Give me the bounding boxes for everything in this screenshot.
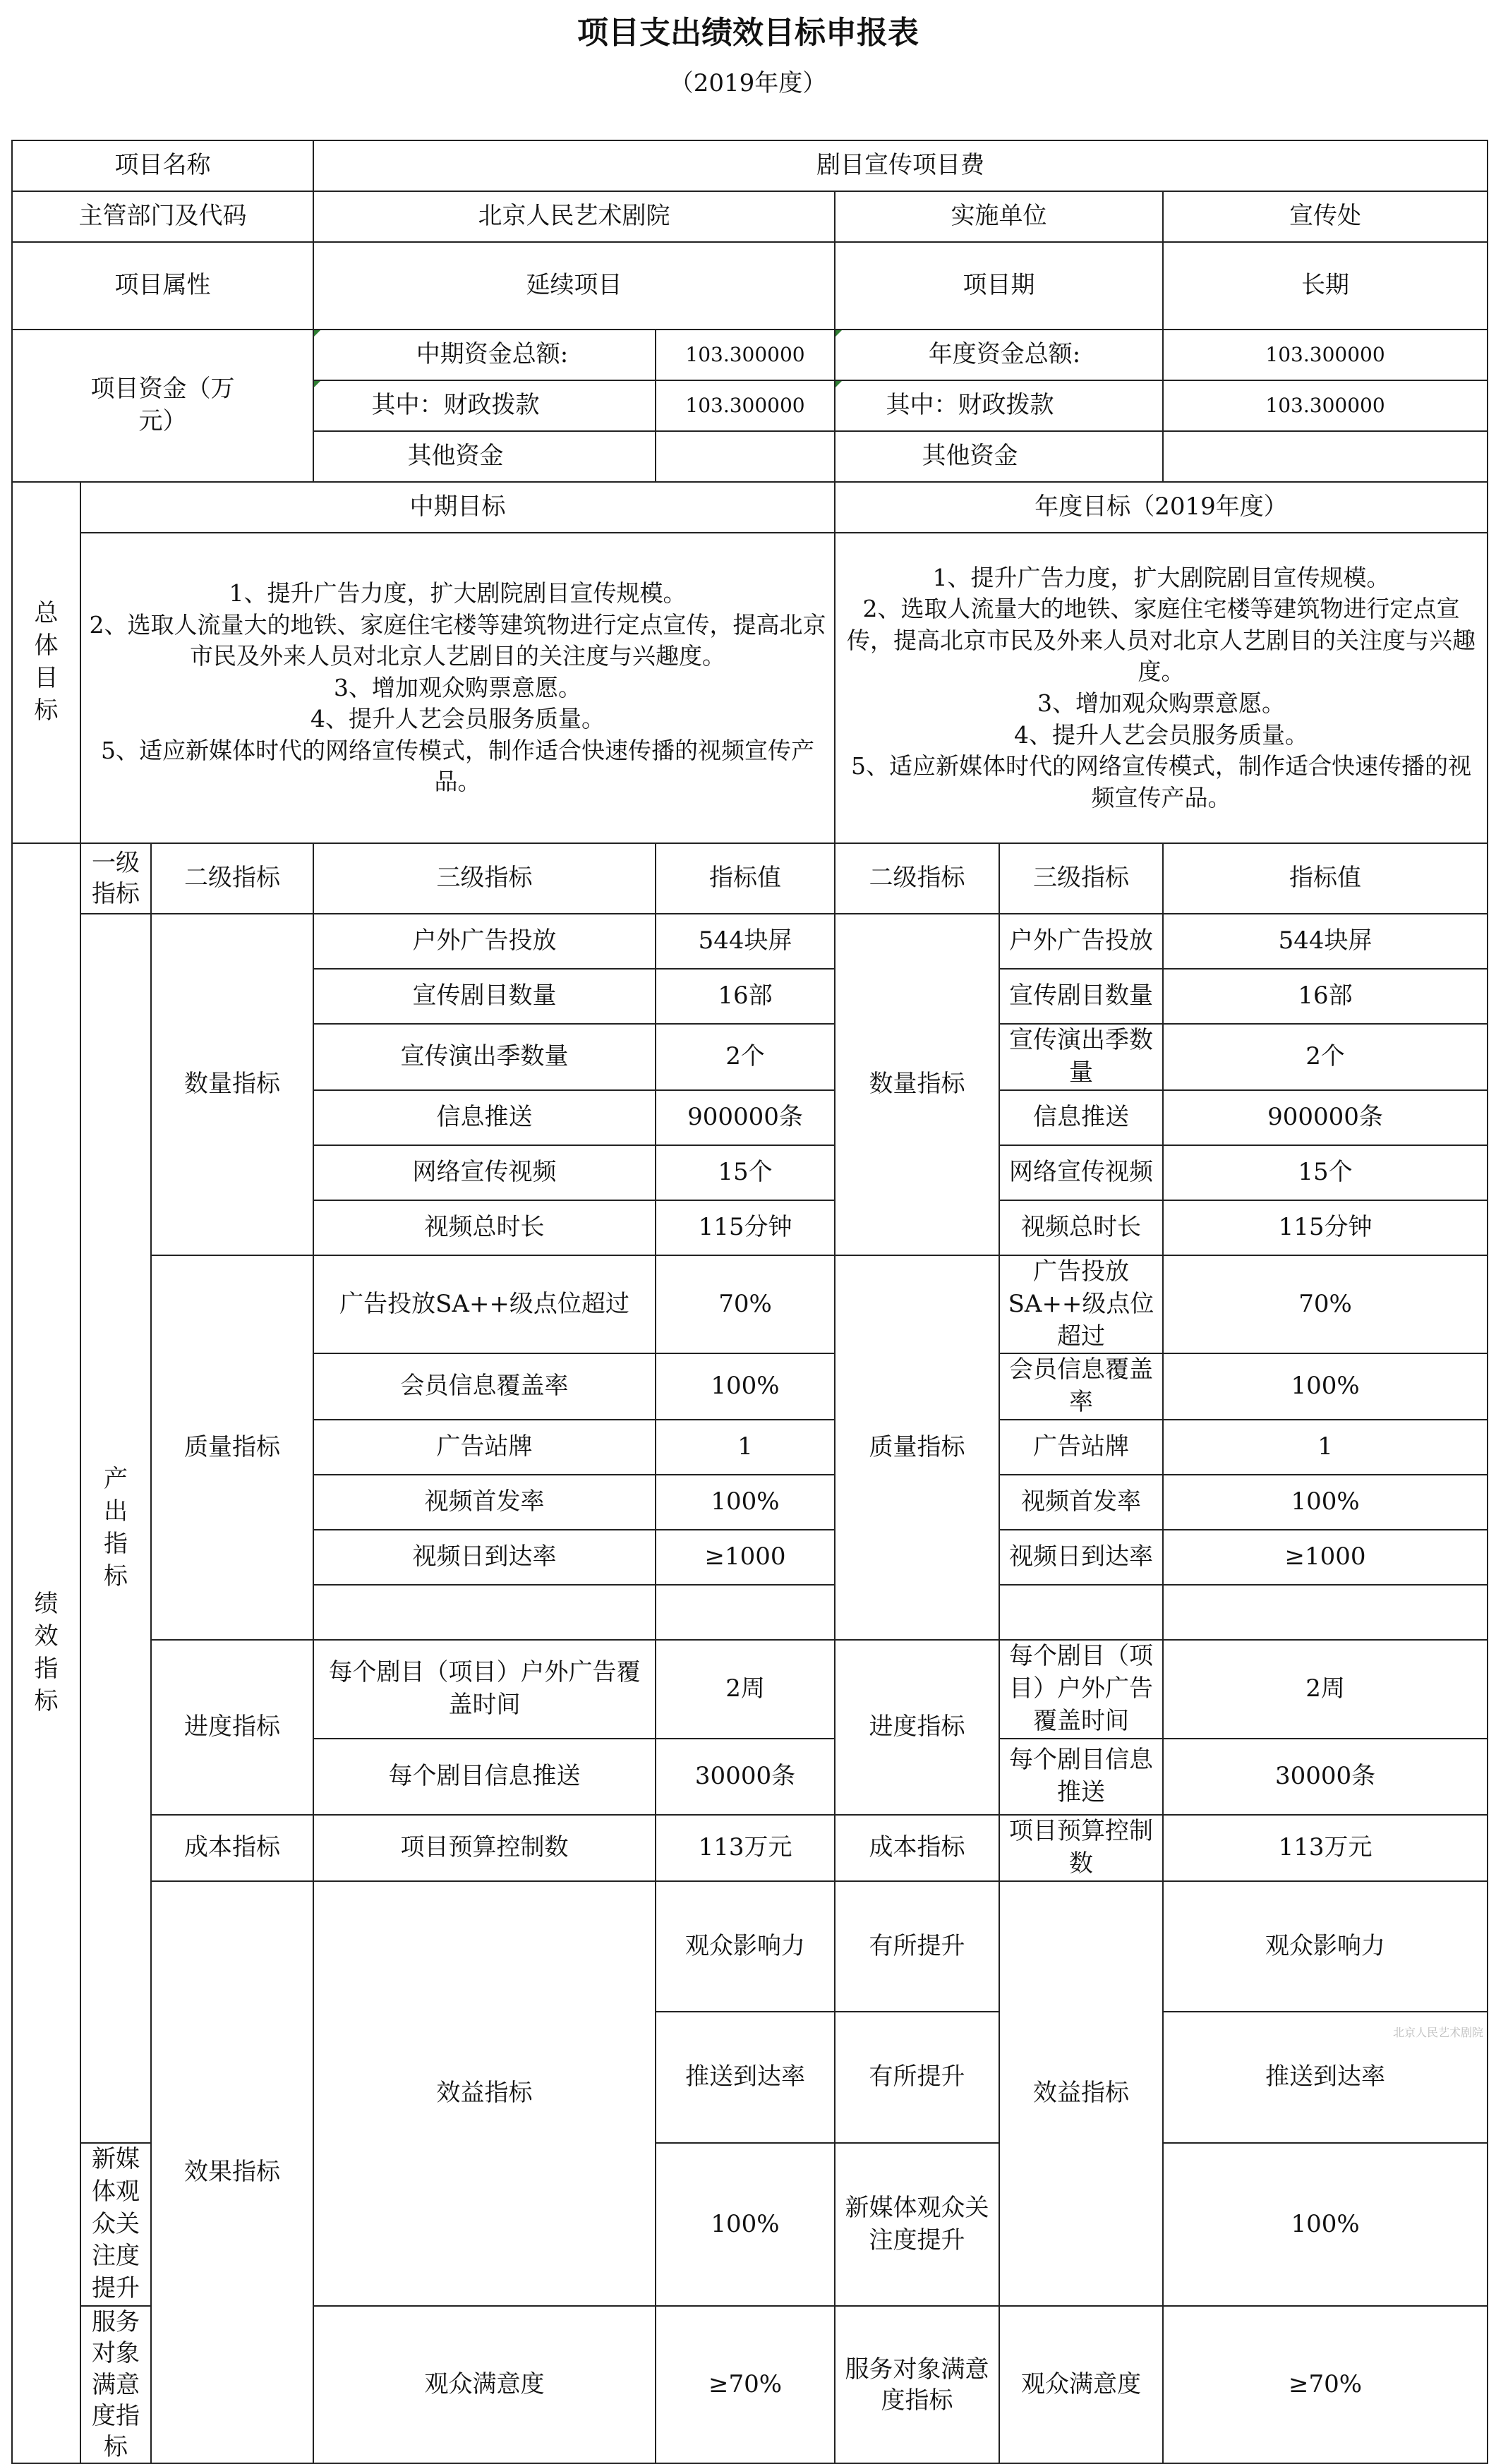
output-label: 产出指标 (80, 914, 151, 2143)
annual-goal-item: 2、选取人流量大的地铁、家庭住宅楼等建筑物进行定点宣传，提高北京市民及外来人员对北京人艺剧目的关注度与兴趣度。 (847, 595, 1476, 686)
indicator-value: 30000条 (656, 1739, 835, 1815)
indicator-value: 有所提升 (835, 1881, 999, 2012)
level2-header: 二级指标 (835, 843, 999, 914)
indicator-name: 户外广告投放 (313, 914, 656, 969)
indicator-name: 广告站牌 (999, 1420, 1163, 1475)
mid-other-label: 其他资金 (313, 431, 656, 482)
mid-goal-item: 2、选取人流量大的地铁、家庭住宅楼等建筑物进行定点宣传，提高北京市民及外来人员对北京人艺剧目的关注度与兴趣度。 (89, 610, 826, 670)
annual-goal-item: 1、提升广告力度，扩大剧院剧目宣传规模。 (932, 563, 1390, 591)
indicator-name: 户外广告投放 (999, 914, 1163, 969)
indicator-name: 信息推送 (313, 1090, 656, 1145)
annual-goal-header: 年度目标（2019年度） (835, 482, 1488, 533)
satisfaction-label: 服务对象满意度指标 (835, 2306, 999, 2463)
indicator-value: 100% (656, 1475, 835, 1530)
indicator-name: 每个剧目信息推送 (313, 1739, 656, 1815)
progress-label: 进度指标 (835, 1640, 999, 1815)
indicator-name: 观众满意度 (313, 2306, 656, 2463)
indicator-name: 宣传演出季数量 (999, 1024, 1163, 1090)
indicator-value: 2个 (1163, 1024, 1488, 1090)
indicator-value: 15个 (656, 1145, 835, 1200)
indicator-value: 100% (1163, 1475, 1488, 1530)
indicator-value: 900000条 (656, 1090, 835, 1145)
mid-goal-item: 5、适应新媒体时代的网络宣传模式，制作适合快速传播的视频宣传产品。 (101, 736, 814, 796)
value-header: 指标值 (1163, 843, 1488, 914)
level2-header: 二级指标 (151, 843, 313, 914)
impl-label: 实施单位 (835, 191, 1163, 242)
annual-goal-text (835, 533, 1488, 843)
indicator-name: 视频总时长 (999, 1200, 1163, 1255)
impl-value: 宣传处 (1163, 191, 1488, 242)
goals-label: 总体目标 (12, 482, 80, 843)
cost-label: 成本指标 (151, 1815, 313, 1881)
indicator-name: 观众影响力 (1163, 1881, 1488, 2012)
indicator-value: 113万元 (656, 1815, 835, 1881)
watermark: 北京人民艺术剧院 (1392, 2026, 1483, 2039)
mid-other-value (656, 431, 835, 482)
level3-header: 三级指标 (999, 843, 1163, 914)
indicator-name: 新媒体观众关注度提升 (80, 2143, 151, 2306)
indicator-name: 推送到达率 (656, 2012, 835, 2143)
indicator-name: 新媒体观众关注度提升 (835, 2143, 999, 2306)
benefit-label: 效益指标 (313, 1881, 656, 2307)
mid-total-label: 中期资金总额: (313, 330, 656, 380)
level1-header: 一级指标 (80, 843, 151, 914)
page-subtitle: （2019年度） (669, 69, 827, 97)
indicator-name: 广告投放SA++级点位超过 (313, 1255, 656, 1354)
indicator-value: 115分钟 (656, 1200, 835, 1255)
indicator-value: 900000条 (1163, 1090, 1488, 1145)
progress-label: 进度指标 (151, 1640, 313, 1815)
indicator-name: 宣传剧目数量 (999, 969, 1163, 1024)
fund-label: 项目资金（万元） (12, 330, 313, 482)
indicator-name: 每个剧目（项目）户外广告覆盖时间 (999, 1640, 1163, 1739)
annual-goal-item: 4、提升人艺会员服务质量。 (1014, 720, 1309, 749)
indicator-name: 视频总时长 (313, 1200, 656, 1255)
indicator-value: 30000条 (1163, 1739, 1488, 1815)
mid-fiscal-label: 其中：财政拨款 (313, 380, 656, 431)
indicator-name: 视频日到达率 (999, 1530, 1163, 1585)
value-header: 指标值 (656, 843, 835, 914)
indicator-value: 1 (656, 1420, 835, 1475)
attr-label: 项目属性 (12, 242, 313, 330)
benefit-label: 效益指标 (999, 1881, 1163, 2307)
project-name: 剧目宣传项目费 (313, 140, 1488, 191)
annual-goal-item: 3、增加观众购票意愿。 (1037, 689, 1286, 717)
indicator-value: 113万元 (1163, 1815, 1488, 1881)
mid-fiscal-value: 103.300000 (656, 380, 835, 431)
quality-label: 质量指标 (151, 1255, 313, 1640)
attr-value: 延续项目 (313, 242, 835, 330)
indicator-value: 2周 (656, 1640, 835, 1739)
indicator-name: 观众影响力 (656, 1881, 835, 2012)
period-value: 长期 (1163, 242, 1488, 330)
dept-value: 北京人民艺术剧院 (313, 191, 835, 242)
indicator-value: 100% (1163, 2143, 1488, 2306)
indicator-value: 544块屏 (1163, 914, 1488, 969)
page-title: 项目支出绩效目标申报表 (577, 15, 919, 51)
annual-other-value (1163, 431, 1488, 482)
level3-header: 三级指标 (313, 843, 656, 914)
indicator-value: 100% (656, 2143, 835, 2306)
project-name-label: 项目名称 (12, 140, 313, 191)
indicator-value (1163, 1585, 1488, 1640)
indicator-name: 观众满意度 (999, 2306, 1163, 2463)
indicator-name: 宣传剧目数量 (313, 969, 656, 1024)
performance-table (11, 140, 1488, 2464)
indicator-name: 视频日到达率 (313, 1530, 656, 1585)
indicator-name: 会员信息覆盖率 (313, 1353, 656, 1420)
quantity-label: 数量指标 (151, 914, 313, 1255)
indicator-value: ≥1000 (1163, 1530, 1488, 1585)
indicator-name: 网络宣传视频 (313, 1145, 656, 1200)
satisfaction-label: 服务对象满意度指标 (80, 2306, 151, 2463)
indicator-value: 2个 (656, 1024, 835, 1090)
indicator-name: 视频首发率 (313, 1475, 656, 1530)
indicator-value: 115分钟 (1163, 1200, 1488, 1255)
indicator-value: 70% (1163, 1255, 1488, 1354)
indicator-name: 广告站牌 (313, 1420, 656, 1475)
indicator-value: 100% (1163, 1353, 1488, 1420)
cost-label: 成本指标 (835, 1815, 999, 1881)
indicator-value: 16部 (1163, 969, 1488, 1024)
indicator-name: 信息推送 (999, 1090, 1163, 1145)
annual-goal-item: 5、适应新媒体时代的网络宣传模式，制作适合快速传播的视频宣传产品。 (851, 752, 1472, 811)
indicator-value (656, 1585, 835, 1640)
annual-fiscal-label: 其中：财政拨款 (835, 380, 1163, 431)
dept-label: 主管部门及代码 (12, 191, 313, 242)
annual-total-label: 年度资金总额: (835, 330, 1163, 380)
indicator-value: 100% (656, 1353, 835, 1420)
annual-fiscal-value: 103.300000 (1163, 380, 1488, 431)
period-label: 项目期 (835, 242, 1163, 330)
indicator-name: 推送到达率 (1163, 2012, 1488, 2143)
mid-goal-item: 3、增加观众购票意愿。 (334, 673, 581, 701)
mid-goal-header: 中期目标 (80, 482, 835, 533)
annual-total-value: 103.300000 (1163, 330, 1488, 380)
effect-label: 效果指标 (151, 1881, 313, 2464)
indicator-name: 项目预算控制数 (313, 1815, 656, 1881)
indicator-value: 2周 (1163, 1640, 1488, 1739)
indicator-name: 网络宣传视频 (999, 1145, 1163, 1200)
indicator-name: 视频首发率 (999, 1475, 1163, 1530)
indicator-value: ≥1000 (656, 1530, 835, 1585)
indicator-name (313, 1585, 656, 1640)
indicator-name: 每个剧目（项目）户外广告覆盖时间 (313, 1640, 656, 1739)
indicator-value: ≥70% (1163, 2306, 1488, 2463)
indicator-value: 1 (1163, 1420, 1488, 1475)
indicator-value: 70% (656, 1255, 835, 1354)
mid-goal-item: 1、提升广告力度，扩大剧院剧目宣传规模。 (229, 579, 687, 608)
annual-other-label: 其他资金 (835, 431, 1163, 482)
indicator-name (999, 1585, 1163, 1640)
indicator-value: ≥70% (656, 2306, 835, 2463)
quantity-label: 数量指标 (835, 914, 999, 1255)
quality-label: 质量指标 (835, 1255, 999, 1640)
indicator-value: 16部 (656, 969, 835, 1024)
mid-total-value: 103.300000 (656, 330, 835, 380)
indicator-name: 会员信息覆盖率 (999, 1353, 1163, 1420)
perf-label: 绩效指标 (12, 843, 80, 2463)
indicator-name: 广告投放SA++级点位超过 (999, 1255, 1163, 1354)
mid-goal-text (80, 533, 835, 843)
indicator-name: 每个剧目信息推送 (999, 1739, 1163, 1815)
indicator-name: 宣传演出季数量 (313, 1024, 656, 1090)
indicator-value: 544块屏 (656, 914, 835, 969)
mid-goal-item: 4、提升人艺会员服务质量。 (310, 705, 605, 733)
indicator-value: 15个 (1163, 1145, 1488, 1200)
indicator-name: 项目预算控制数 (999, 1815, 1163, 1881)
indicator-value: 有所提升 (835, 2012, 999, 2143)
